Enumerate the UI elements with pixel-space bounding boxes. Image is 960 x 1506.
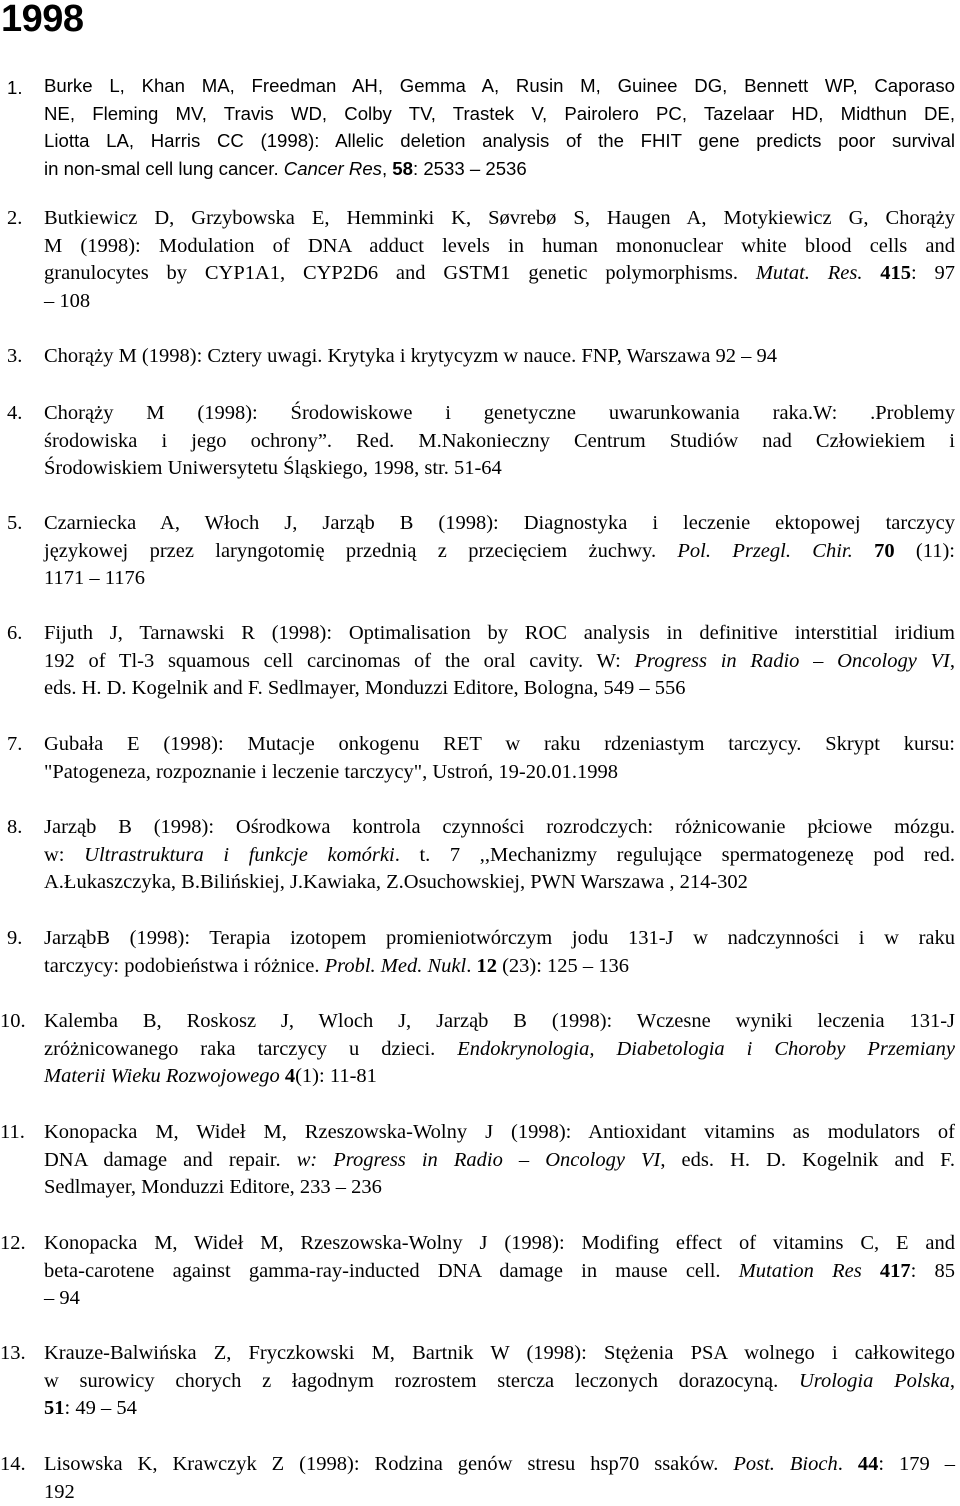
reference-number: 3. xyxy=(7,345,23,367)
journal-name: Endokrynologia, Diabetologia i Choroby Przemiany xyxy=(457,1037,955,1060)
reference-text: Kalemba B, Roskosz J, Wloch J, Jarząb B (1998): Wczesne wyniki leczenia 131-J zróżnicowanego raka tarczycy u dzieci. Endokrynologia, Diabetologia i Choroby Przemiany Materii Wieku Rozwojowego 4(1): 11-81 xyxy=(44,1010,955,1087)
reference-number: 9. xyxy=(7,927,23,949)
book-title: w: Progress in Radio – Oncology VI xyxy=(296,1148,661,1171)
volume: 417 xyxy=(879,1259,911,1282)
reference-text: Lisowska K, Krawczyk Z (1998): Rodzina genów stresu hsp70 ssaków. Post. Bioch. 44: 179 – 192 xyxy=(44,1453,956,1503)
page-title: 1998 xyxy=(1,0,84,40)
reference-number: 2. xyxy=(7,207,23,229)
reference-text: Jarząb B (1998): Ośrodkowa kontrola czynności rozrodczych: różnicowanie płciowe mózgu. w: Ultrastruktura i funkcje komórki. t. 7 ,,Mechanizmy regulujące spermatogenezę pod red. A.Łukaszczyka, B.Bilińskiej, J.Kawiaka, Z.Osuchowskiej, PWN Warszawa , 214-302 xyxy=(44,816,956,893)
journal-name: Cancer Res xyxy=(283,157,382,179)
reference-text: Czarniecka A, Włoch J, Jarząb B (1998): Diagnostyka i leczenie ektopowej tarczycy językowej przez laryngotomię przednią z przecięciem żuchwy. Pol. Przegl. Chir. 70 (11): 1171 – 1176 xyxy=(44,512,955,589)
book-title: Ultrastruktura i funkcje komórki xyxy=(84,843,395,866)
reference-number: 14. xyxy=(0,1453,26,1475)
reference-number: 5. xyxy=(7,512,23,534)
reference-text: Butkiewicz D, Grzybowska E, Hemminki K, Søvrebø S, Haugen A, Motykiewicz G, Chorąży M (1998): Modulation of DNA adduct levels in human mononuclear white blood cells and granulocytes by CYP1A1, CYP2D6 and GSTM1 genetic polymorphisms. Mutat. Res. 415: 97 – 108 xyxy=(44,207,956,312)
reference-number: 4. xyxy=(7,402,23,424)
reference-text: JarząbB (1998): Terapia izotopem promieniotwórczym jodu 131-J w nadczynności i w raku tarczycy: podobieństwa i różnice. Probl. Med. Nukl. 12 (23): 125 – 136 xyxy=(44,927,955,977)
reference-number: 13. xyxy=(0,1342,26,1364)
book-title: Progress in Radio – Oncology VI xyxy=(634,649,950,672)
reference-text: Krauze-Balwińska Z, Fryczkowski M, Bartnik W (1998): Stężenia PSA wolnego i całkowitego w surowicy chorych z łagodnym rozrostem stercza leczonych dorazocyną. Urologia Polska, 51: 49 – 54 xyxy=(44,1342,955,1419)
reference-text: Konopacka M, Wideł M, Rzeszowska-Wolny J (1998): Modifing effect of vitamins C, E and beta-carotene against gamma-ray-inducted DNA damage in mause cell. Mutation Res 417: 85 – 94 xyxy=(44,1232,956,1309)
volume: 12 xyxy=(476,954,497,977)
reference-number: 7. xyxy=(7,733,23,755)
volume: 44 xyxy=(857,1453,879,1475)
volume: 70 xyxy=(874,539,895,562)
reference-number: 12. xyxy=(0,1232,26,1254)
reference-text: Gubała E (1998): Mutacje onkogenu RET w raku rdzeniastym tarczycy. Skrypt kursu: "Patogeneza, rozpoznanie i leczenie tarczycy", Ustroń, 19-20.01.1998 xyxy=(44,733,955,783)
reference-text: Konopacka M, Wideł M, Rzeszowska-Wolny J (1998): Antioxidant vitamins as modulators of DNA damage and repair. w: Progress in Radio – Oncology VI, eds. H. D. Kogelnik and F. Sedlmayer, Monduzzi Editore, 233 – 236 xyxy=(44,1121,955,1198)
reference-text: Fijuth J, Tarnawski R (1998): Optimalisation by ROC analysis in definitive interstitial iridium 192 of Tl-3 squamous cell carcinomas of the oral cavity. W: Progress in Radio – Oncology VI, eds. H. D. Kogelnik and F. Sedlmayer, Monduzzi Editore, Bologna, 549 – 556 xyxy=(44,622,955,699)
journal-name: Mutat. Res. xyxy=(755,262,863,284)
journal-name: Mutation Res xyxy=(738,1259,862,1282)
reference-number: 11. xyxy=(0,1121,25,1143)
reference-text: Burke L, Khan MA, Freedman AH, Gemma A, Rusin M, Guinee DG, Bennett WP, Caporaso NE, Fleming MV, Travis WD, Colby TV, Trastek V, Pairolero PC, Tazelaar HD, Midthun DE, Liotta LA, Harris CC (1998): Allelic deletion analysis of the FHIT gene predicts poor survival in non-smal cell lung cancer. Cancer Res, 58: 2533 – 2536 xyxy=(44,75,955,179)
volume: 51 xyxy=(44,1397,65,1419)
journal-name: Post. Bioch xyxy=(733,1453,838,1475)
journal-name: Probl. Med. Nukl xyxy=(324,954,467,977)
journal-name: Pol. Przegl. Chir. xyxy=(677,539,853,562)
reference-text: Chorąży M (1998): Środowiskowe i genetyczne uwarunkowania raka.W: .Problemy środowiska i jego ochrony”. Red. M.Nakonieczny Centrum Studiów nad Człowiekiem i Środowiskiem Uniwersytetu Śląskiego, 1998, str. 51-64 xyxy=(44,402,955,479)
reference-number: 8. xyxy=(7,816,23,838)
journal-name: Urologia Polska xyxy=(798,1369,950,1392)
volume: 58 xyxy=(392,157,413,179)
reference-number: 6. xyxy=(7,622,23,644)
reference-number: 1. xyxy=(7,77,23,98)
volume: 4 xyxy=(279,1065,296,1087)
reference-number: 10. xyxy=(0,1010,26,1032)
reference-text: Chorąży M (1998): Cztery uwagi. Krytyka i krytycyzm w nauce. FNP, Warszawa 92 – 94 xyxy=(44,345,777,367)
volume: 415 xyxy=(880,262,912,284)
